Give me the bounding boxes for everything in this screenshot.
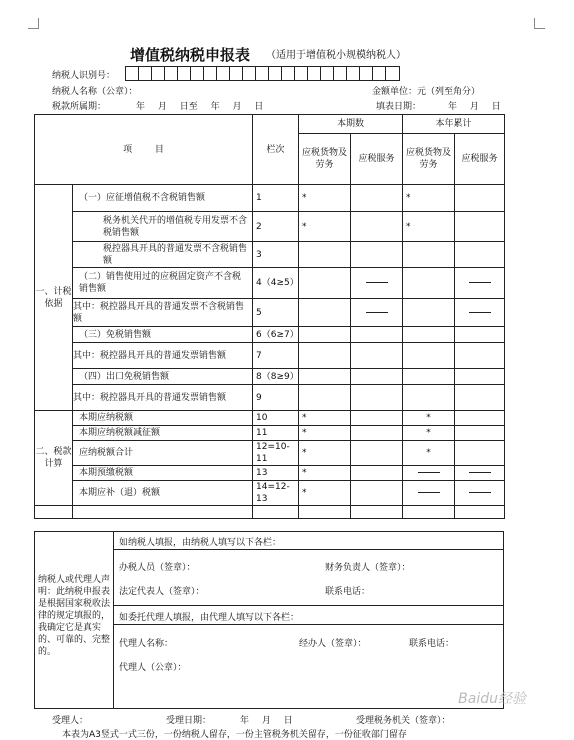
value-cell-d[interactable] <box>455 369 505 385</box>
table-row <box>35 212 505 242</box>
taxpayer-name-label: 纳税人名称（公章）： <box>52 87 138 97</box>
fill-date-label: 填表日期： <box>376 102 422 112</box>
value-cell-c[interactable] <box>403 242 455 268</box>
divider <box>113 549 503 550</box>
tax-return-table <box>34 114 505 519</box>
table-row <box>35 426 505 441</box>
empty-cell <box>73 506 253 519</box>
value-cell-a[interactable] <box>299 268 351 299</box>
value-cell-a[interactable]: * <box>299 466 351 481</box>
table-row <box>35 481 505 506</box>
col-header-item: 项 目 <box>35 115 253 185</box>
empty-cell <box>253 506 299 519</box>
value-cell-c <box>403 466 455 481</box>
line-no-cell: 10 <box>253 411 299 426</box>
form-subtitle: （适用于增值税小规模纳税人） <box>266 50 406 61</box>
value-cell-c[interactable]: * <box>403 426 455 441</box>
value-cell-c[interactable] <box>403 343 455 369</box>
value-cell-c[interactable] <box>403 369 455 385</box>
value-cell-d <box>455 299 505 327</box>
value-cell-d[interactable] <box>455 212 505 242</box>
agent-fill-note: 如委托代理人填报，由代理人填写以下各栏： <box>119 613 300 623</box>
period-label: 税款所属期： <box>52 102 107 112</box>
line-no-cell: 1 <box>253 185 299 212</box>
table-row <box>35 411 505 426</box>
section-label-basis: 一、计税依据 <box>35 185 73 411</box>
item-cell: 应纳税额合计 <box>73 441 253 466</box>
value-cell-d <box>455 466 505 481</box>
value-cell-a[interactable] <box>299 343 351 369</box>
finance-head-label[interactable]: 财务负责人（签章）： <box>325 563 411 573</box>
receive-date-label: 受理日期： <box>166 716 212 726</box>
value-cell-a[interactable] <box>299 242 351 268</box>
value-cell-b[interactable] <box>351 343 403 369</box>
item-cell: （三）免税销售额 <box>73 327 253 343</box>
value-cell-a[interactable]: * <box>299 411 351 426</box>
col-header-current-period: 本期数 <box>299 115 403 134</box>
tax-office-label: 受理税务机关（签章）： <box>356 716 451 726</box>
value-cell-b[interactable] <box>351 369 403 385</box>
amount-unit: 金额单位：元（列至角分） <box>372 87 481 97</box>
value-cell-b[interactable] <box>351 385 403 411</box>
value-cell-c[interactable]: * <box>403 411 455 426</box>
baidu-watermark: Baidu经验 <box>458 691 526 707</box>
item-cell: 税控器具开具的普通发票不含税销售额 <box>73 242 253 268</box>
line-no-cell: 3 <box>253 242 299 268</box>
handler-label[interactable]: 办税人员（签章）： <box>119 563 196 573</box>
fill-date-value: 年 月 日 <box>448 102 501 112</box>
item-cell: 其中：税控器具开具的普通发票不含税销售额 <box>73 299 253 327</box>
line-no-cell: 9 <box>253 385 299 411</box>
value-cell-d[interactable] <box>455 426 505 441</box>
value-cell-c[interactable]: * <box>403 212 455 242</box>
item-cell: 本期应补（退）税额 <box>73 481 253 506</box>
col-header-ytd: 本年累计 <box>403 115 505 134</box>
taxpayer-id-input[interactable] <box>125 66 400 81</box>
line-no-cell: 2 <box>253 212 299 242</box>
value-cell-c[interactable] <box>403 268 455 299</box>
value-cell-a[interactable] <box>299 385 351 411</box>
item-cell: 本期预缴税额 <box>73 466 253 481</box>
value-cell-a[interactable] <box>299 369 351 385</box>
value-cell-c[interactable] <box>403 327 455 343</box>
value-cell-b[interactable] <box>351 481 403 506</box>
col-header-goods-labor-ytd: 应税货物及劳务 <box>403 134 455 185</box>
legal-rep-label[interactable]: 法定代表人（签章）： <box>119 587 205 597</box>
line-no-cell: 12=10-11 <box>253 441 299 466</box>
col-header-line-no: 栏次 <box>253 115 299 185</box>
period-value: 年 月 日至 年 月 日 <box>136 102 264 112</box>
value-cell-a[interactable] <box>299 299 351 327</box>
value-cell-a[interactable]: * <box>299 426 351 441</box>
taxpayer-id-label: 纳税人识别号： <box>52 71 116 81</box>
agent-name-label[interactable]: 代理人名称： <box>119 639 174 649</box>
table-row <box>35 466 505 481</box>
value-cell-a[interactable]: * <box>299 185 351 212</box>
corner-mark-top-left <box>28 18 39 29</box>
line-no-cell: 14=12-13 <box>253 481 299 506</box>
value-cell-d[interactable] <box>455 185 505 212</box>
table-row <box>35 299 505 327</box>
value-cell-a[interactable]: * <box>299 441 351 466</box>
empty-cell <box>351 506 403 519</box>
value-cell-a[interactable]: * <box>299 212 351 242</box>
item-cell: 其中：税控器具开具的普通发票销售额 <box>73 343 253 369</box>
value-cell-c[interactable]: * <box>403 441 455 466</box>
value-cell-b[interactable] <box>351 242 403 268</box>
table-row <box>35 385 505 411</box>
copies-note: 本表为A3竖式一式三份，一份纳税人留存，一份主管税务机关留存，一份征收部门留存 <box>62 730 407 740</box>
value-cell-d[interactable] <box>455 411 505 426</box>
value-cell-c[interactable] <box>403 385 455 411</box>
divider <box>113 605 503 606</box>
col-header-goods-labor: 应税货物及劳务 <box>299 134 351 185</box>
value-cell-b[interactable] <box>351 466 403 481</box>
value-cell-d[interactable] <box>455 441 505 466</box>
empty-cell <box>403 506 455 519</box>
value-cell-c[interactable]: * <box>403 185 455 212</box>
value-cell-d[interactable] <box>455 327 505 343</box>
col-header-services: 应税服务 <box>351 134 403 185</box>
operator-label[interactable]: 经办人（签章）： <box>299 639 367 649</box>
declaration-section <box>34 531 504 709</box>
value-cell-a[interactable] <box>299 327 351 343</box>
value-cell-d[interactable] <box>455 242 505 268</box>
col-header-services-ytd: 应税服务 <box>455 134 505 185</box>
item-cell: 其中：税控器具开具的普通发票销售额 <box>73 385 253 411</box>
table-row <box>35 185 505 212</box>
line-no-cell: 4（4≥5） <box>253 268 299 299</box>
line-no-cell: 13 <box>253 466 299 481</box>
value-cell-a[interactable]: * <box>299 481 351 506</box>
line-no-cell: 5 <box>253 299 299 327</box>
divider <box>113 624 503 625</box>
value-cell-b[interactable] <box>351 212 403 242</box>
empty-cell <box>35 506 73 519</box>
value-cell-d[interactable] <box>455 343 505 369</box>
form-title: 增值税纳税申报表 <box>130 46 251 64</box>
value-cell-b[interactable] <box>351 426 403 441</box>
receiver-label: 受理人： <box>52 716 89 726</box>
self-fill-note: 如纳税人填报，由纳税人填写以下各栏： <box>119 538 282 548</box>
declaration-left-cell <box>35 532 114 708</box>
item-cell: （二）销售使用过的应税固定资产不含税销售额 <box>73 268 253 299</box>
line-no-cell: 6（6≥7） <box>253 327 299 343</box>
agent-seal-label[interactable]: 代理人（公章）： <box>119 663 187 673</box>
table-row <box>35 268 505 299</box>
item-cell: （四）出口免税销售额 <box>73 369 253 385</box>
receive-date-value: 年 月 日 <box>240 716 293 726</box>
item-cell: 本期应纳税额 <box>73 411 253 426</box>
value-cell-d <box>455 481 505 506</box>
item-cell: （一）应征增值税不含税销售额 <box>73 185 253 212</box>
line-no-cell: 8（8≥9） <box>253 369 299 385</box>
item-cell: 税务机关代开的增值税专用发票不含税销售额 <box>73 212 253 242</box>
table-row <box>35 327 505 343</box>
table-row <box>35 506 505 519</box>
item-cell: 本期应纳税额减征额 <box>73 426 253 441</box>
phone-label-1[interactable]: 联系电话： <box>325 587 371 597</box>
empty-cell <box>299 506 351 519</box>
empty-cell <box>455 506 505 519</box>
line-no-cell: 7 <box>253 343 299 369</box>
value-cell-b[interactable] <box>351 327 403 343</box>
value-cell-d[interactable] <box>455 385 505 411</box>
table-row <box>35 343 505 369</box>
section-label-calc: 二、税款计算 <box>35 411 73 506</box>
value-cell-b[interactable] <box>351 185 403 212</box>
table-row <box>35 369 505 385</box>
line-no-cell: 11 <box>253 426 299 441</box>
value-cell-c <box>403 481 455 506</box>
corner-mark-top-right <box>534 18 545 29</box>
value-cell-b <box>351 299 403 327</box>
value-cell-b[interactable] <box>351 411 403 426</box>
table-row <box>35 441 505 466</box>
value-cell-b <box>351 268 403 299</box>
table-row <box>35 242 505 268</box>
value-cell-c[interactable] <box>403 299 455 327</box>
value-cell-b[interactable] <box>351 441 403 466</box>
declaration-text: 纳税人或代理人声明：此纳税申报表是根据国家税收法律的规定填报的，我确定它是真实的、可靠的、完整的。 <box>38 575 111 657</box>
value-cell-d <box>455 268 505 299</box>
phone-label-2[interactable]: 联系电话： <box>409 639 455 649</box>
